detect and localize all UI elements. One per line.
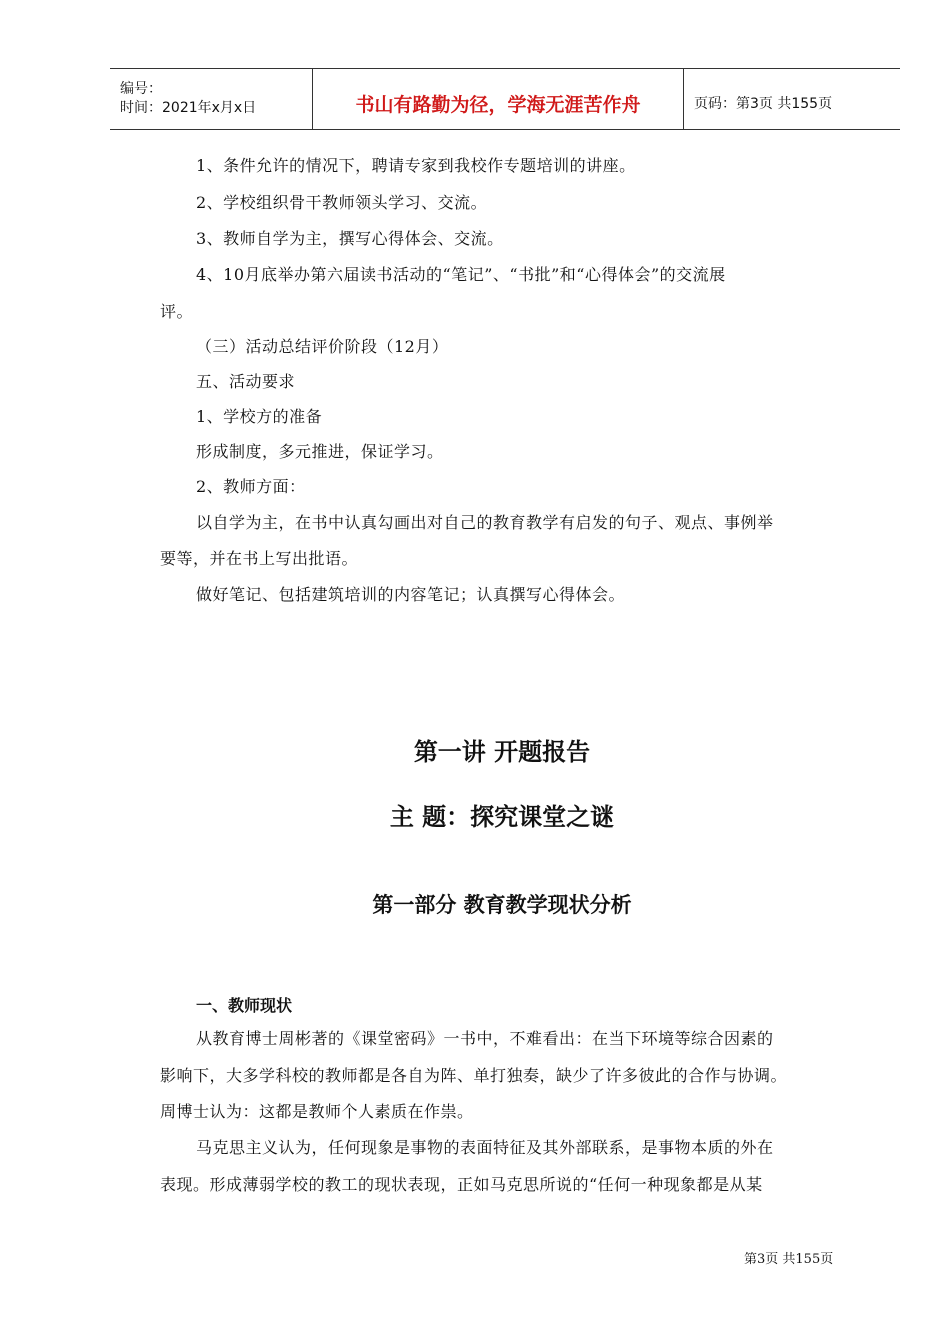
paragraph: 做好笔记、包括建筑培训的内容笔记；认真撰写心得体会。 [196,585,626,604]
section-heading: 一、教师现状 [196,996,293,1015]
theme-title: 主 题：探究课堂之谜 [389,803,615,831]
document-date: 时间：2021年x月x日 [120,100,257,116]
paragraph: 2、学校组织骨干教师领头学习、交流。 [196,193,488,212]
lecture-title: 第一讲 开题报告 [413,738,591,766]
footer-page-number: 第3页 共155页 [744,1252,834,1267]
paragraph: 形成制度，多元推进，保证学习。 [196,442,444,461]
paragraph: 评。 [160,302,194,321]
paragraph: 4、10月底举办第六届读书活动的“笔记”、“书批”和“心得体会”的交流展 [196,265,726,284]
paragraph: 1、条件允许的情况下，聘请专家到我校作专题培训的讲座。 [196,156,636,175]
section-line: 马克思主义认为，任何现象是事物的表面特征及其外部联系，是事物本质的外在 [196,1138,774,1157]
header-page-cell [684,69,900,129]
part-title: 第一部分 教育教学现状分析 [372,893,632,917]
paragraph: 五、活动要求 [196,372,296,391]
section-line: 表现。形成薄弱学校的教工的现状表现，正如马克思所说的“任何一种现象都是从某 [160,1175,763,1194]
header-motto-cell [312,69,684,129]
header-motto: 书山有路勤为径，学海无涯苦作舟 [355,93,641,116]
header-meta [110,69,312,129]
section-line: 从教育博士周彬著的《课堂密码》一书中，不难看出：在当下环境等综合因素的 [196,1029,774,1048]
section-line: 影响下，大多学科校的教师都是各自为阵、单打独奏，缺少了许多彼此的合作与协调。 [160,1066,788,1085]
section-line: 周博士认为：这都是教师个人素质在作祟。 [160,1102,474,1121]
paragraph: （三）活动总结评价阶段（12月） [196,337,449,356]
paragraph: 1、学校方的准备 [196,407,323,426]
document-number-label: 编号： [120,81,162,97]
page-header [110,68,900,130]
header-page-number: 页码：第3页 共155页 [694,96,833,112]
paragraph: 3、教师自学为主，撰写心得体会、交流。 [196,229,504,248]
paragraph: 以自学为主，在书中认真勾画出对自己的教育教学有启发的句子、观点、事例举 [196,513,774,532]
paragraph: 2、教师方面： [196,477,306,496]
paragraph: 要等，并在书上写出批语。 [160,549,359,568]
